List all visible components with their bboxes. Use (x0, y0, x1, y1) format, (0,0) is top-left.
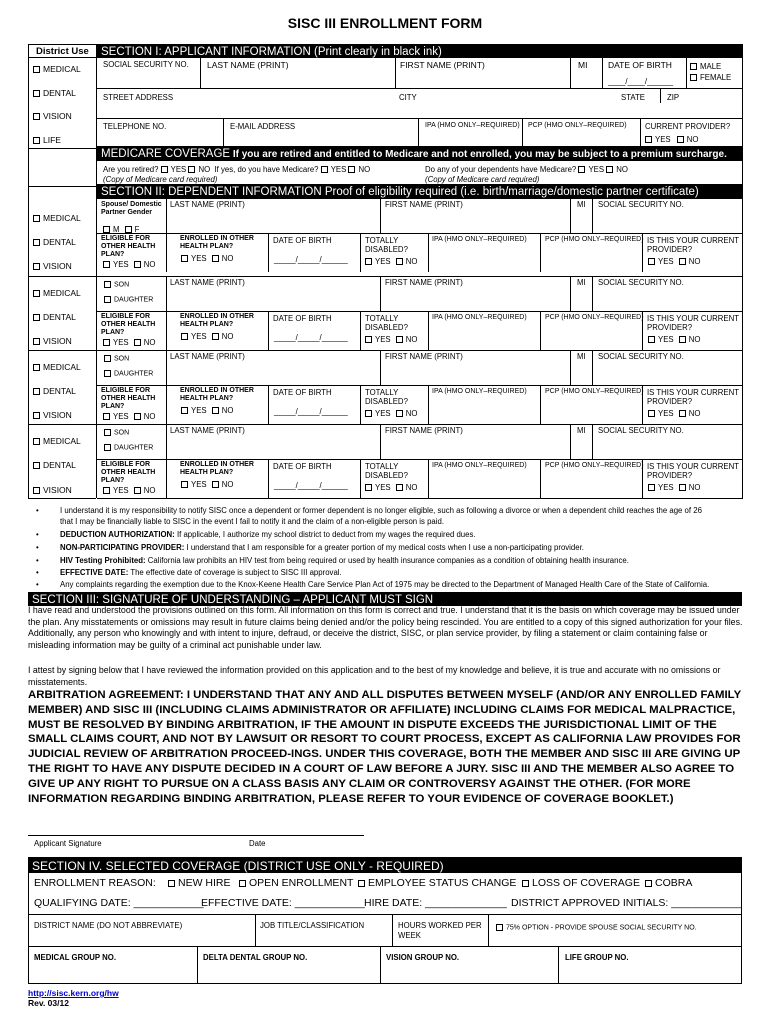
checkbox[interactable] (396, 410, 403, 417)
dep-dob: DATE OF BIRTH (273, 236, 332, 245)
label-mi: MI (578, 60, 588, 70)
son-option[interactable]: SON (104, 281, 129, 288)
checkbox[interactable] (679, 410, 686, 417)
checkbox[interactable] (33, 364, 40, 371)
district-use-header: District Use (36, 46, 89, 57)
label-ssn: SOCIAL SECURITY NO. (103, 60, 189, 69)
disabled-options[interactable]: YES NO (365, 483, 417, 492)
dep-first-name: FIRST NAME (PRINT) (385, 426, 463, 435)
checkbox[interactable] (33, 314, 40, 321)
checkbox[interactable] (33, 487, 40, 494)
current-options[interactable]: YES NO (648, 483, 700, 492)
checkbox[interactable] (522, 880, 529, 887)
sidebar-dep3-dental[interactable]: DENTAL (33, 386, 76, 396)
effective-date[interactable]: EFFECTIVE DATE: ____________ (201, 897, 365, 909)
label-ipa: IPA (HMO ONLY–REQUIRED) (425, 122, 520, 129)
label-dental-group: DELTA DENTAL GROUP NO. (203, 953, 308, 962)
checkbox[interactable] (396, 258, 403, 265)
disabled-options[interactable]: YES NO (365, 409, 417, 418)
medicare-q3[interactable]: Do any of your dependents have Medicare? YES NO (425, 165, 628, 174)
dep-ssn: SOCIAL SECURITY NO. (598, 278, 684, 287)
enrollment-reason: ENROLLMENT REASON: (34, 877, 156, 889)
checkbox[interactable] (104, 444, 111, 451)
dep-current-provider: IS THIS YOUR CURRENT PROVIDER? (647, 388, 739, 406)
sidebar-dep2-medical[interactable]: MEDICAL (33, 288, 81, 298)
sidebar-medical[interactable]: MEDICAL (33, 64, 81, 74)
arbitration-agreement: ARBITRATION AGREEMENT: I UNDERSTAND THAT ANY AND ALL DISPUTES BETWEEN MYSELF (AND/OR ANY ENROLLED FAMILY MEMBER) AND SISC III (INCLUDING CLAIMS ADMINISTRATOR OR AFFILIATE) INCLUDING CLAIMS FOR MEDICAL MALPRACTICE, MUST BE RESOLVED BY BINDING ARBITRATION, IF THE AMOUNT IN DISPUTE EXCEEDS THE JURISDICTIONAL LIMIT OF THE SMALL CLAIMS COURT, AND NOT BY LAWSUIT OR RESORT TO COURT PROCESS, EXCEPT AS CALIFORNIA LAW PROVIDES FOR JUDICIAL REVIEW OF ARBITRATION PROCEED-INGS. UNDER THIS COVERAGE, BOTH THE MEMBER AND SISC III ARE GIVING UP THE RIGHT TO HAVE ANY DISPUTE DECIDED IN A COURT OF LAW BEFORE A JURY. SISC III AND THE MEMBER ALSO AGREE TO GIVE UP ANY RIGHT TO PURSUE ON A CLASS BASIS ANY CLAIM OR CONTROVERSY AGAINST THE OTHER. (FOR MORE INFORMATION REGARDING BINDING ARBITRATION, PLEASE REFER TO YOUR EVIDENCE OF COVERAGE BOOKLET.) (28, 689, 741, 805)
checkbox[interactable] (33, 215, 40, 222)
enrolled-options[interactable]: YES NO (181, 332, 233, 341)
medicare-header: MEDICARE COVERAGE If you are retired and entitled to Medicare and not enrolled, you may be subject to a premium surcharge. (97, 146, 742, 161)
checkbox[interactable] (358, 880, 365, 887)
dep-ssn: SOCIAL SECURITY NO. (598, 426, 684, 435)
eligible-other-plan: ELIGIBLE FOR OTHER HEALTH PLAN? (101, 387, 156, 410)
enrolled-options[interactable]: YES NO (181, 254, 233, 263)
son-option[interactable]: SON (104, 355, 129, 362)
current-provider-options[interactable]: YES NO (645, 135, 698, 144)
checkbox[interactable] (181, 481, 188, 488)
sidebar-dep4-medical[interactable]: MEDICAL (33, 436, 81, 446)
disabled-options[interactable]: YES NO (365, 257, 417, 266)
label-first-name: FIRST NAME (PRINT) (400, 60, 485, 70)
dep-mi: MI (577, 278, 586, 287)
checkbox[interactable] (33, 239, 40, 246)
footer-rev: Rev. 03/12 (28, 998, 69, 1008)
label-job: JOB TITLE/CLASSIFICATION (260, 921, 365, 930)
checkbox[interactable] (212, 481, 219, 488)
medicare-q1[interactable]: Are you retired? YES NO If yes, do you have Medicare? YES NO (103, 165, 371, 174)
bullet-dot: • (36, 506, 39, 515)
checkbox[interactable] (212, 407, 219, 414)
checkbox[interactable] (690, 63, 697, 70)
female-option[interactable]: FEMALE (690, 73, 731, 82)
sidebar-dep2-dental[interactable]: DENTAL (33, 312, 76, 322)
totally-disabled: TOTALLY DISABLED? (365, 462, 408, 480)
checkbox[interactable] (33, 66, 40, 73)
sidebar-life[interactable]: LIFE (33, 135, 61, 145)
checkbox[interactable] (348, 166, 355, 173)
footer-url[interactable]: http://sisc.kern.org/hw (28, 988, 119, 998)
enrolled-options[interactable]: YES NO (181, 406, 233, 415)
reason-loss-coverage[interactable]: LOSS OF COVERAGE (522, 877, 640, 889)
dep-current-provider: IS THIS YOUR CURRENT PROVIDER? (647, 314, 739, 332)
checkbox[interactable] (212, 333, 219, 340)
checkbox[interactable] (396, 336, 403, 343)
checkbox[interactable] (181, 255, 188, 262)
checkbox[interactable] (104, 429, 111, 436)
sidebar-dep2-vision[interactable]: VISION (33, 336, 72, 346)
checkbox[interactable] (188, 166, 195, 173)
enrolled-other-plan: ENROLLED IN OTHER HEALTH PLAN? (180, 313, 254, 328)
sidebar-dep4-dental[interactable]: DENTAL (33, 460, 76, 470)
dep-dob: DATE OF BIRTH (273, 388, 332, 397)
checkbox[interactable] (645, 880, 652, 887)
hire-date[interactable]: HIRE DATE: ______________ (364, 897, 507, 909)
checkbox[interactable] (103, 413, 110, 420)
label-pcp: PCP (HMO ONLY–REQUIRED) (528, 122, 627, 129)
dep-pcp: PCP (HMO ONLY–REQUIRED) (545, 462, 644, 469)
label-vision-group: VISION GROUP NO. (386, 953, 460, 962)
label-current-provider: CURRENT PROVIDER? (645, 122, 731, 131)
checkbox[interactable] (125, 226, 132, 233)
checkbox[interactable] (496, 924, 503, 931)
qualifying-date[interactable]: QUALIFYING DATE: ____________ (34, 897, 204, 909)
totally-disabled: TOTALLY DISABLED? (365, 314, 408, 332)
son-option[interactable]: SON (104, 429, 129, 436)
current-options[interactable]: YES NO (648, 257, 700, 266)
dep-pcp: PCP (HMO ONLY–REQUIRED) (545, 236, 644, 243)
enrolled-other-plan: ENROLLED IN OTHER HEALTH PLAN? (180, 387, 254, 402)
checkbox[interactable] (33, 137, 40, 144)
male-option[interactable]: MALE (690, 62, 721, 71)
enrolled-other-plan: ENROLLED IN OTHER HEALTH PLAN? (180, 235, 254, 250)
section3-para2: I attest by signing below that I have reviewed the information provided on this application and to the best of my knowledge and believe, it is true and accurate with no omissions or misstatements. (28, 665, 721, 687)
totally-disabled: TOTALLY DISABLED? (365, 236, 408, 254)
medicare-copy2: (Copy of Medicare card required) (425, 175, 540, 184)
sidebar-dep1-vision[interactable]: VISION (33, 261, 72, 271)
checkbox[interactable] (168, 880, 175, 887)
checkbox[interactable] (239, 880, 246, 887)
checkbox[interactable] (181, 333, 188, 340)
dep-last-name: LAST NAME (PRINT) (170, 426, 245, 435)
dep-current-provider: IS THIS YOUR CURRENT PROVIDER? (647, 462, 739, 480)
dob-blank[interactable]: ____/____/______ (608, 77, 674, 86)
gender-options[interactable]: M F (103, 225, 139, 234)
label-telephone: TELEPHONE NO. (103, 122, 167, 131)
reason-status-change[interactable]: EMPLOYEE STATUS CHANGE (358, 877, 516, 889)
enrolled-other-plan: ENROLLED IN OTHER HEALTH PLAN? (180, 461, 254, 476)
section1-header: SECTION I: APPLICANT INFORMATION (Print clearly in black ink) (97, 44, 742, 58)
dep-dob: DATE OF BIRTH (273, 462, 332, 471)
label-last-name: LAST NAME (PRINT) (207, 60, 289, 70)
checkbox[interactable] (134, 261, 141, 268)
dep-first-name: FIRST NAME (PRINT) (385, 352, 463, 361)
current-options[interactable]: YES NO (648, 409, 700, 418)
section4-header: SECTION IV. SELECTED COVERAGE (DISTRICT USE ONLY - REQUIRED) (28, 857, 742, 873)
checkbox[interactable] (103, 487, 110, 494)
current-options[interactable]: YES NO (648, 335, 700, 344)
checkbox[interactable] (33, 462, 40, 469)
checkbox[interactable] (212, 255, 219, 262)
section2-header: SECTION II: DEPENDENT INFORMATION Proof of eligibility required (i.e. birth/marriage/domestic partner certificate) (97, 184, 742, 198)
dep-mi: MI (577, 200, 586, 209)
checkbox[interactable] (161, 166, 168, 173)
medicare-copy1: (Copy of Medicare card required) (103, 175, 218, 184)
label-dob: DATE OF BIRTH (608, 60, 672, 70)
sidebar-dep1-dental[interactable]: DENTAL (33, 237, 76, 247)
spouse-gender-label: Spouse/ Domestic Partner Gender (101, 201, 162, 216)
checkbox[interactable] (33, 263, 40, 270)
daughter-option[interactable]: DAUGHTER (104, 370, 153, 377)
checkbox[interactable] (134, 487, 141, 494)
label-hours: HOURS WORKED PER WEEK (398, 921, 482, 940)
eligible-options[interactable]: YES NO (103, 338, 155, 347)
checkbox[interactable] (677, 136, 684, 143)
dep-dob-blank[interactable]: _____/_____/______ (274, 481, 348, 490)
checkbox[interactable] (104, 296, 111, 303)
label-city: CITY (399, 93, 417, 102)
dep-ipa: IPA (HMO ONLY–REQUIRED) (432, 314, 527, 321)
checkbox[interactable] (33, 338, 40, 345)
checkbox[interactable] (33, 438, 40, 445)
label-street: STREET ADDRESS (103, 93, 174, 102)
dep-last-name: LAST NAME (PRINT) (170, 352, 245, 361)
eligible-other-plan: ELIGIBLE FOR OTHER HEALTH PLAN? (101, 461, 156, 484)
checkbox[interactable] (181, 407, 188, 414)
sidebar-dental[interactable]: DENTAL (33, 88, 76, 98)
bullet-dot: • (36, 568, 39, 577)
dep-pcp: PCP (HMO ONLY–REQUIRED) (545, 314, 644, 321)
dep-ipa: IPA (HMO ONLY–REQUIRED) (432, 236, 527, 243)
sidebar-dep4-vision[interactable]: VISION (33, 485, 72, 495)
checkbox[interactable] (33, 412, 40, 419)
checkbox[interactable] (606, 166, 613, 173)
checkbox[interactable] (103, 261, 110, 268)
bullet-dot: • (36, 580, 39, 589)
checkbox[interactable] (134, 413, 141, 420)
eligible-other-plan: ELIGIBLE FOR OTHER HEALTH PLAN? (101, 313, 156, 336)
dep-first-name: FIRST NAME (PRINT) (385, 200, 463, 209)
eligible-options[interactable]: YES NO (103, 486, 155, 495)
section3-para1: I have read and understood the provisions outlined on this form. All information on this form is correct and true. I understand that it is the basis on which coverage may be issued under the plan. Any misstatements or omissions may result in future claims being denied and/or the policy being rescinded. You are entitled to a copy of this signed authorization for your files. Additionally, any person who knowingly and with intent to injure, defraud, or deceive the district, SISC, or plan service provider, by filing a statement or claim containing false or misleading information may be guilty of a criminal act punishable under law. (28, 605, 743, 650)
dep-dob-blank[interactable]: _____/_____/______ (274, 407, 348, 416)
checkbox[interactable] (679, 336, 686, 343)
label-state: STATE (621, 93, 645, 102)
dep-mi: MI (577, 426, 586, 435)
checkbox[interactable] (679, 258, 686, 265)
dep-mi: MI (577, 352, 586, 361)
dep-dob-blank[interactable]: _____/_____/______ (274, 255, 348, 264)
bullet-dot: • (36, 530, 39, 539)
dep-current-provider: IS THIS YOUR CURRENT PROVIDER? (647, 236, 739, 254)
daughter-option[interactable]: DAUGHTER (104, 296, 153, 303)
checkbox[interactable] (33, 290, 40, 297)
disabled-options[interactable]: YES NO (365, 335, 417, 344)
dep-last-name: LAST NAME (PRINT) (170, 200, 245, 209)
sidebar-dep1-medical[interactable]: MEDICAL (33, 213, 81, 223)
label-district-name: DISTRICT NAME (DO NOT ABBREVIATE) (34, 921, 183, 930)
daughter-option[interactable]: DAUGHTER (104, 444, 153, 451)
dep-ipa: IPA (HMO ONLY–REQUIRED) (432, 462, 527, 469)
checkbox[interactable] (648, 484, 655, 491)
dep-pcp: PCP (HMO ONLY–REQUIRED) (545, 388, 644, 395)
reason-open-enrollment[interactable]: OPEN ENROLLMENT (239, 877, 353, 889)
bullet-dot: • (36, 543, 39, 552)
checkbox[interactable] (365, 258, 372, 265)
checkbox[interactable] (104, 355, 111, 362)
checkbox[interactable] (645, 136, 652, 143)
checkbox[interactable] (365, 484, 372, 491)
dep-ssn: SOCIAL SECURITY NO. (598, 200, 684, 209)
checkbox[interactable] (365, 410, 372, 417)
reason-new-hire[interactable]: NEW HIRE (168, 877, 231, 889)
label-life-group: LIFE GROUP NO. (565, 953, 629, 962)
checkbox[interactable] (396, 484, 403, 491)
enrolled-options[interactable]: YES NO (181, 480, 233, 489)
label-signature: Applicant Signature (34, 839, 102, 848)
eligible-other-plan: ELIGIBLE FOR OTHER HEALTH PLAN? (101, 235, 156, 258)
checkbox[interactable] (33, 90, 40, 97)
checkbox[interactable] (321, 166, 328, 173)
dep-dob: DATE OF BIRTH (273, 314, 332, 323)
totally-disabled: TOTALLY DISABLED? (365, 388, 408, 406)
checkbox[interactable] (103, 339, 110, 346)
checkbox[interactable] (648, 410, 655, 417)
approved-initials[interactable]: DISTRICT APPROVED INITIALS: ____________ (511, 897, 742, 909)
dep-last-name: LAST NAME (PRINT) (170, 278, 245, 287)
eligible-options[interactable]: YES NO (103, 260, 155, 269)
checkbox[interactable] (134, 339, 141, 346)
sidebar-dep3-vision[interactable]: VISION (33, 410, 72, 420)
checkbox[interactable] (33, 388, 40, 395)
label-medical-group: MEDICAL GROUP NO. (34, 953, 117, 962)
eligible-options[interactable]: YES NO (103, 412, 155, 421)
checkbox[interactable] (33, 113, 40, 120)
checkbox[interactable] (103, 226, 110, 233)
checkbox[interactable] (648, 258, 655, 265)
checkbox[interactable] (679, 484, 686, 491)
dep-first-name: FIRST NAME (PRINT) (385, 278, 463, 287)
checkbox[interactable] (104, 370, 111, 377)
checkbox[interactable] (578, 166, 585, 173)
section3-header: SECTION III: SIGNATURE OF UNDERSTANDING – APPLICANT MUST SIGN (28, 592, 742, 606)
option-75[interactable]: 75% OPTION - PROVIDE SPOUSE SOCIAL SECURITY NO. (496, 924, 697, 931)
label-date: Date (249, 839, 266, 848)
checkbox[interactable] (365, 336, 372, 343)
label-email: E-MAIL ADDRESS (230, 122, 296, 131)
dep-dob-blank[interactable]: _____/_____/______ (274, 333, 348, 342)
sidebar-vision[interactable]: VISION (33, 111, 72, 121)
form-title: SISC III ENROLLMENT FORM (287, 15, 483, 31)
checkbox[interactable] (648, 336, 655, 343)
checkbox[interactable] (690, 74, 697, 81)
dep-ssn: SOCIAL SECURITY NO. (598, 352, 684, 361)
sidebar-dep3-medical[interactable]: MEDICAL (33, 362, 81, 372)
label-zip: ZIP (667, 93, 680, 102)
checkbox[interactable] (104, 281, 111, 288)
reason-cobra[interactable]: COBRA (645, 877, 692, 889)
bullet-dot: • (36, 556, 39, 565)
dep-ipa: IPA (HMO ONLY–REQUIRED) (432, 388, 527, 395)
